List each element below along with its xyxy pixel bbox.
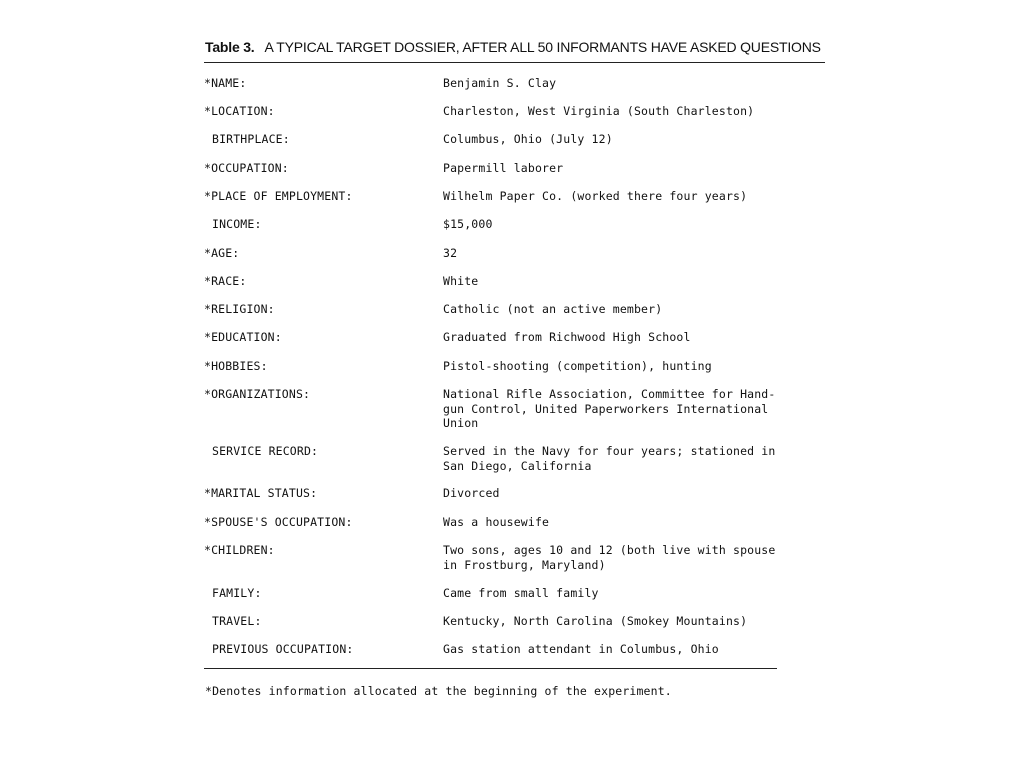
field-label: *MARITAL STATUS: [204, 486, 318, 500]
field-label: TRAVEL: [212, 614, 262, 628]
field-value: Pistol-shooting (competition), hunting [443, 359, 712, 373]
field-value: Served in the Navy for four years; stationed in San Diego, California [443, 444, 776, 473]
field-value: Kentucky, North Carolina (Smokey Mountains) [443, 614, 748, 628]
field-value: Gas station attendant in Columbus, Ohio [443, 642, 719, 656]
field-value: Charleston, West Virginia (South Charleston) [443, 104, 755, 118]
field-label: INCOME: [212, 217, 262, 231]
top-rule [204, 62, 825, 63]
field-value: Catholic (not an active member) [443, 302, 663, 316]
table-title-text: A TYPICAL TARGET DOSSIER, AFTER ALL 50 INFORMANTS HAVE ASKED QUESTIONS [264, 39, 821, 55]
field-value: Was a housewife [443, 515, 550, 529]
field-value: Benjamin S. Clay [443, 76, 557, 90]
field-label: *LOCATION: [204, 104, 275, 118]
field-value: Wilhelm Paper Co. (worked there four years) [443, 189, 748, 203]
field-value: White [443, 274, 479, 288]
field-label: SERVICE RECORD: [212, 444, 319, 458]
field-value: Columbus, Ohio (July 12) [443, 132, 613, 146]
field-label: *SPOUSE'S OCCUPATION: [204, 515, 353, 529]
field-value: $15,000 [443, 217, 493, 231]
field-label: BIRTHPLACE: [212, 132, 290, 146]
footnote: *Denotes information allocated at the beginning of the experiment. [205, 684, 672, 698]
field-value: Came from small family [443, 586, 599, 600]
field-label: *RACE: [204, 274, 247, 288]
field-label: *RELIGION: [204, 302, 275, 316]
field-value: Two sons, ages 10 and 12 (both live with spouse in Frostburg, Maryland) [443, 543, 776, 572]
table-title [205, 39, 825, 55]
table-label: Table 3. [205, 39, 255, 55]
field-value: 32 [443, 246, 458, 260]
field-label: *PLACE OF EMPLOYMENT: [204, 189, 353, 203]
field-label: FAMILY: [212, 586, 262, 600]
field-label: *NAME: [204, 76, 247, 90]
field-label: *ORGANIZATIONS: [204, 387, 311, 401]
field-label: *HOBBIES: [204, 359, 268, 373]
field-label: *OCCUPATION: [204, 161, 289, 175]
field-value: Divorced [443, 486, 500, 500]
field-label: *CHILDREN: [204, 543, 275, 557]
field-value: Graduated from Richwood High School [443, 330, 691, 344]
field-value: National Rifle Association, Committee for Hand- gun Control, United Paperworkers International Union [443, 387, 776, 430]
field-label: *AGE: [204, 246, 240, 260]
bottom-rule [204, 668, 777, 669]
field-value: Papermill laborer [443, 161, 564, 175]
field-label: *EDUCATION: [204, 330, 282, 344]
field-label: PREVIOUS OCCUPATION: [212, 642, 354, 656]
